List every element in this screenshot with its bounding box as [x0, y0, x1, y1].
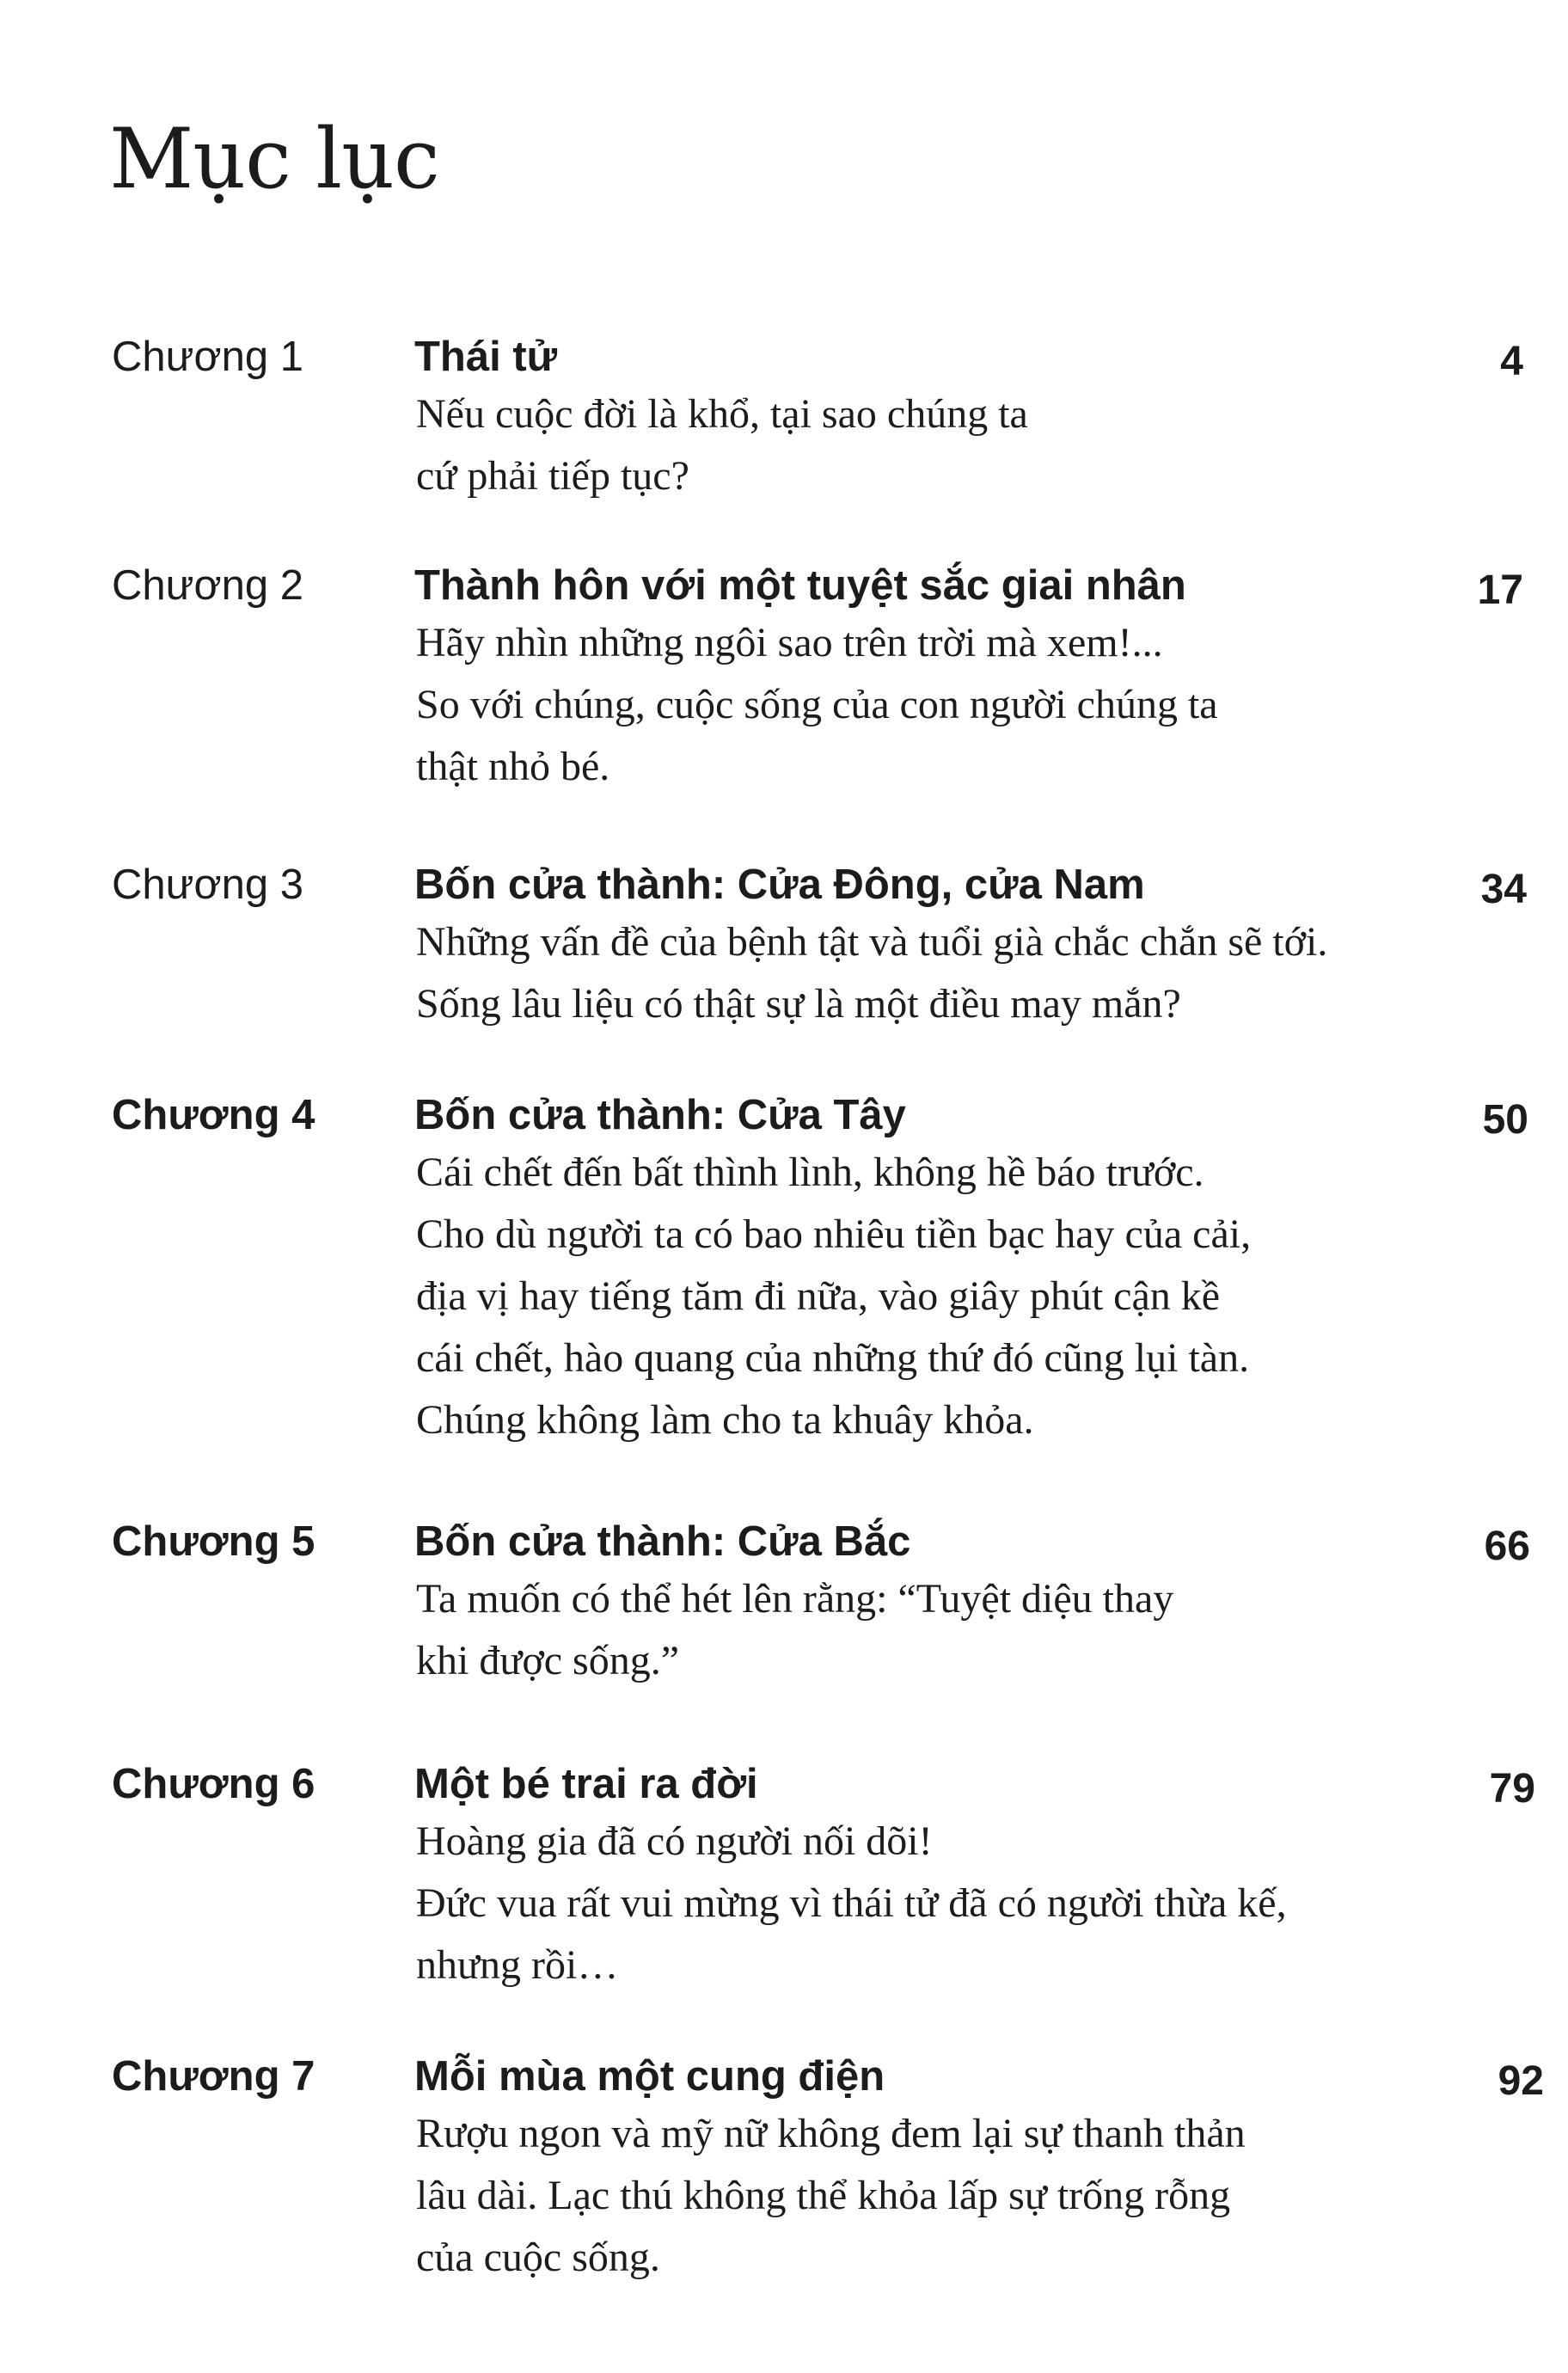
page-number[interactable]: 79 — [1489, 1766, 1535, 1812]
toc-entry-chapter-1[interactable] — [0, 330, 1568, 499]
description-line: Nếu cuộc đời là khổ, tại sao chúng ta — [416, 391, 1028, 437]
description-line: Những vấn đề của bệnh tật và tuổi già chắc chắn sẽ tới. — [416, 919, 1328, 965]
chapter-label: Chương 3 — [112, 862, 303, 908]
page-number[interactable]: 17 — [1477, 567, 1523, 613]
description-line: Hoàng gia đã có người nối dõi! — [416, 1818, 933, 1864]
toc-entry-chapter-3[interactable] — [0, 858, 1568, 1027]
page-number[interactable]: 66 — [1484, 1524, 1530, 1569]
chapter-description — [416, 1568, 1430, 1692]
chapter-title[interactable]: Bốn cửa thành: Cửa Bắc — [414, 1518, 911, 1565]
description-line: lâu dài. Lạc thú không thể khỏa lấp sự trống rỗng — [416, 2173, 1231, 2218]
description-line: cái chết, hào quang của những thứ đó cũng lụi tàn. — [416, 1335, 1250, 1381]
chapter-label: Chương 4 — [112, 1092, 315, 1138]
toc-entry-chapter-2[interactable] — [0, 559, 1568, 789]
description-line: So với chúng, cuộc sống của con người chúng ta — [416, 682, 1218, 727]
description-line: địa vị hay tiếng tăm đi nữa, vào giây phút cận kề — [416, 1273, 1221, 1319]
description-line: Cho dù người ta có bao nhiêu tiền bạc hay của cải, — [416, 1211, 1252, 1257]
toc-entry-chapter-5[interactable] — [0, 1515, 1568, 1683]
page-number[interactable]: 4 — [1500, 339, 1523, 384]
chapter-label: Chương 6 — [112, 1761, 315, 1807]
page-number[interactable]: 34 — [1480, 867, 1527, 912]
chapter-title[interactable]: Thành hôn với một tuyệt sắc giai nhân — [414, 562, 1186, 609]
description-line: Hãy nhìn những ngôi sao trên trời mà xem!... — [416, 620, 1163, 665]
chapter-label: Chương 7 — [112, 2053, 315, 2100]
chapter-title[interactable]: Mỗi mùa một cung điện — [414, 2053, 885, 2100]
chapter-description — [416, 1142, 1430, 1451]
chapter-description — [416, 612, 1430, 798]
description-line: cứ phải tiếp tục? — [416, 453, 689, 499]
chapter-label: Chương 5 — [112, 1518, 315, 1565]
chapter-label: Chương 1 — [112, 334, 303, 380]
chapter-label: Chương 2 — [112, 562, 303, 609]
description-line: thật nhỏ bé. — [416, 744, 610, 789]
description-line: Rượu ngon và mỹ nữ không đem lại sự thanh thản — [416, 2111, 1246, 2156]
page-title: Mục lục — [109, 111, 439, 207]
description-line: khi được sống.” — [416, 1638, 680, 1683]
description-line: Chúng không làm cho ta khuây khỏa. — [416, 1397, 1034, 1443]
description-line: Sống lâu liệu có thật sự là một điều may mắn? — [416, 981, 1181, 1027]
toc-entry-chapter-6[interactable] — [0, 1757, 1568, 1988]
page-number[interactable]: 92 — [1498, 2058, 1544, 2104]
chapter-title[interactable]: Bốn cửa thành: Cửa Tây — [414, 1092, 906, 1138]
description-line: Ta muốn có thể hét lên rằng: “Tuyệt diệu thay — [416, 1576, 1174, 1622]
description-line: nhưng rồi… — [416, 1942, 619, 1988]
chapter-description — [416, 1811, 1430, 1996]
description-line: Đức vua rất vui mừng vì thái tử đã có người thừa kế, — [416, 1880, 1287, 1926]
description-line: của cuộc sống. — [416, 2235, 660, 2280]
toc-entry-chapter-4[interactable] — [0, 1088, 1568, 1443]
toc-entry-chapter-7[interactable] — [0, 2050, 1568, 2280]
page-number[interactable]: 50 — [1482, 1097, 1528, 1143]
chapter-description — [416, 2103, 1430, 2289]
chapter-title[interactable]: Bốn cửa thành: Cửa Đông, cửa Nam — [414, 862, 1145, 908]
description-line: Cái chết đến bất thình lình, không hề báo trước. — [416, 1150, 1204, 1195]
chapter-description — [416, 911, 1430, 1035]
chapter-description — [416, 383, 1430, 507]
chapter-title[interactable]: Một bé trai ra đời — [414, 1761, 758, 1807]
chapter-title[interactable]: Thái tử — [414, 334, 558, 380]
